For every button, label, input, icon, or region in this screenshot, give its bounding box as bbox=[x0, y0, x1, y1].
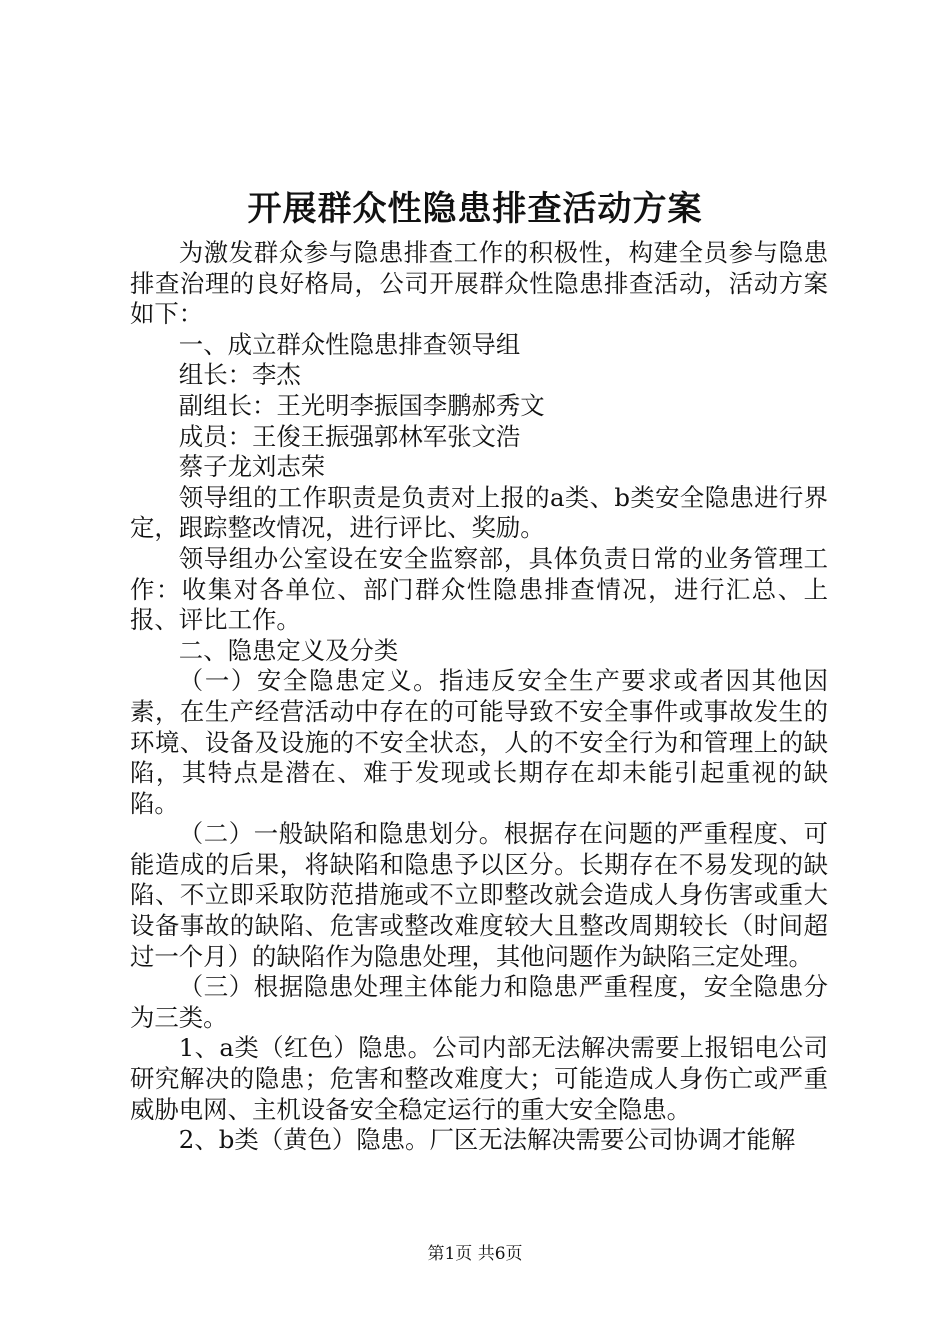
document-title: 开展群众性隐患排查活动方案 bbox=[247, 189, 703, 229]
team-members-continued: 蔡子龙刘志荣 bbox=[178, 452, 326, 482]
category-b-paragraph: 2、b类（黄色）隐患。厂区无法解决需要公司协调才能解 bbox=[178, 1125, 796, 1155]
page-footer: 第1页 共6页 bbox=[427, 1244, 523, 1264]
defect-classification-paragraph: （二）一般缺陷和隐患划分。根据存在问题的严重程度、可能造成的后果，将缺陷和隐患予以区分。长期存在不易发现的缺陷、不立即采取防范措施或不立即整改就会造成人身伤害或重大设备事故的缺陷、危害或整改难度较大且整改周期较长（时间超过一个月）的缺陷作为隐患处理，其他问题作为缺陷三定处理。 bbox=[130, 819, 828, 971]
section-heading-2: 二、隐患定义及分类 bbox=[178, 635, 399, 665]
team-members: 成员：王俊王振强郭林军张文浩 bbox=[178, 421, 521, 451]
category-a-paragraph: 1、a类（红色）隐患。公司内部无法解决需要上报铝电公司研究解决的隐患；危害和整改难度大；可能造成人身伤亡或严重威胁电网、主机设备安全稳定运行的重大安全隐患。 bbox=[130, 1033, 828, 1124]
team-duties-paragraph: 领导组的工作职责是负责对上报的a类、b类安全隐患进行界定，跟踪整改情况，进行评比、奖励。 bbox=[130, 482, 828, 543]
hazard-categories-paragraph: （三）根据隐患处理主体能力和隐患严重程度，安全隐患分为三类。 bbox=[130, 972, 828, 1032]
office-duties-paragraph: 领导组办公室设在安全监察部，具体负责日常的业务管理工作：收集对各单位、部门群众性隐患排查情况，进行汇总、上报、评比工作。 bbox=[130, 543, 828, 635]
team-deputy-leaders: 副组长：王光明李振国李鹏郝秀文 bbox=[178, 390, 545, 420]
hazard-definition-paragraph: （一）安全隐患定义。指违反安全生产要求或者因其他因素，在生产经营活动中存在的可能导致不安全事件或事故发生的环境、设备及设施的不安全状态，人的不安全行为和管理上的缺陷，其特点是潜在、难于发现或长期存在却未能引起重视的缺陷。 bbox=[130, 666, 828, 818]
team-leader: 组长：李杰 bbox=[178, 360, 301, 390]
intro-paragraph: 为激发群众参与隐患排查工作的积极性，构建全员参与隐患排查治理的良好格局，公司开展群众性隐患排查活动，活动方案如下： bbox=[130, 238, 828, 329]
section-heading-1: 一、成立群众性隐患排查领导组 bbox=[178, 329, 521, 359]
document-body bbox=[130, 238, 828, 1156]
